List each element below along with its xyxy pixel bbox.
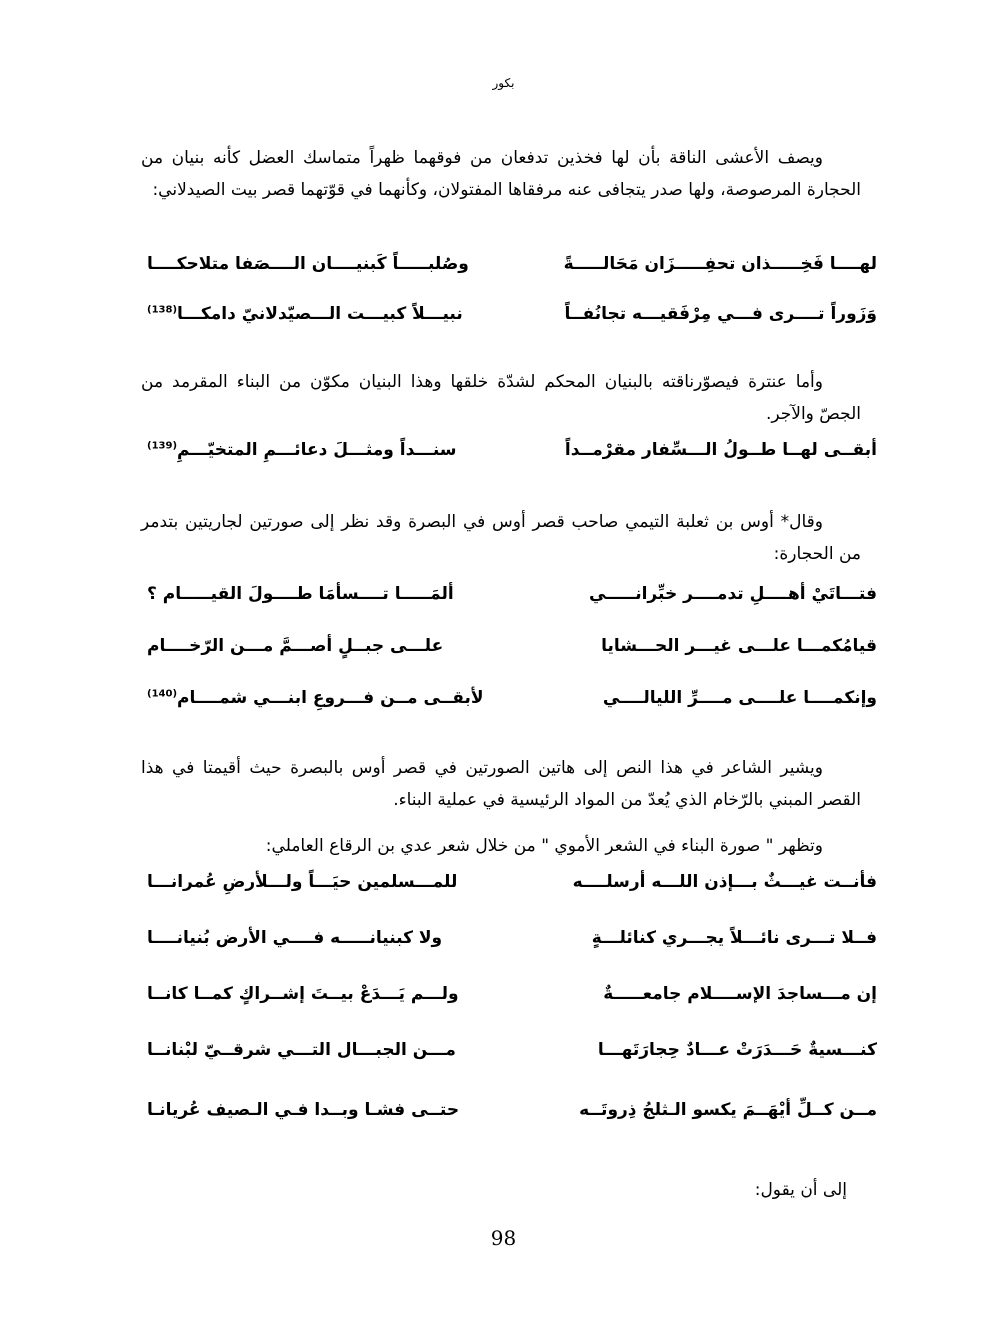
verse-second-hemistich: للمـــسلمين حيَـــاً ولـــلأرضِ عُمرانـــا xyxy=(147,872,458,892)
verse-second-hemistich: حتــى فشـا وبــدا فـي الـصيف عُريانـا xyxy=(147,1100,460,1120)
verse-line xyxy=(147,928,877,958)
paragraph-5: وتظهر " صورة البناء في الشعر الأموي " من خلال شعر عدي بن الرقاع العاملي: xyxy=(265,836,823,856)
verse-second-hemistich: علـــى جبــلٍ أصـــمَّ مـــن الرّخــــام xyxy=(147,636,444,656)
verse-second-hemistich: لأبقــى مــن فـــروعِ ابنـــي شمــــام$^{(140)}$ xyxy=(147,688,484,708)
running-header: بكور xyxy=(492,76,515,90)
verse-line xyxy=(147,254,877,284)
verse-second-hemistich: سنـــداً ومثـــلَ دعائـــمِ المتخيّـــمِ$^{(139)}$ xyxy=(147,440,457,460)
verse-line xyxy=(147,1040,877,1070)
paragraph-2: وأما عنترة فيصوّرناقته بالبنيان المحكم لشدّة خلقها وهذا البنيان مكوّن من البناء المقرمد من الجصّ والآجر. xyxy=(141,372,861,424)
verse-first-hemistich: فــلا تـــرى نائـــلاً يجـــري كنائلـــةٍ xyxy=(591,928,877,948)
verse-second-hemistich: نبيـــلاً كبيـــت الـــصيّدلانيّ دامكـــا$^{(138)}$ xyxy=(147,304,463,324)
verse-first-hemistich: إن مـــساجدَ الإســــلام جامعـــــةٌ xyxy=(603,984,877,1004)
page-number: 98 xyxy=(490,1226,517,1250)
verse-first-hemistich: مــن كــلِّ أيْهَــمَ يكسو الـثلجُ ذِروتَــه xyxy=(579,1100,877,1120)
verse-line xyxy=(147,584,877,614)
verse-second-hemistich: وصُلبـــــاً كَبنيــــان الــــصَفا متلاحكــــا xyxy=(147,254,469,274)
verse-first-hemistich: وإنكمــــا علــــى مــــرِّ الليالــــي xyxy=(602,688,877,708)
verse-first-hemistich: فأنــت غيـــثٌ بـــإذن اللـــه أرسلــــه xyxy=(572,872,877,892)
verse-second-hemistich: ولا كبنيانـــــه فــــي الأرض بُنيانــــا xyxy=(147,928,443,948)
verse-first-hemistich: كنـــسيةٌ حَـــدَرَتْ عـــادٌ حِجارَتَهـــا xyxy=(597,1040,877,1060)
paragraph-4: ويشير الشاعر في هذا النص إلى هاتين الصورتين في قصر أوس بالبصرة حيث أقيمتا في هذا القصر المبني بالرّخام الذي يُعدّ من المواد الرئيسية في عملية البناء. xyxy=(141,758,861,810)
verse-second-hemistich: مـــن الجبـــال التـــي شرقــيّ لبْنانــا xyxy=(147,1040,456,1060)
verse-line xyxy=(147,440,877,470)
paragraph-3: وقال* أوس بن ثعلبة التيمي صاحب قصر أوس في البصرة وقد نظر إلى صورتين لجاريتين بتدمر من الحجارة: xyxy=(141,512,861,564)
paragraph-1: ويصف الأعشى الناقة بأن لها فخذين تدفعان من فوقهما ظهراً متماسك العضل كأنه بنيان من الحجارة المرصوصة، ولها صدر يتجافى عنه مرفقاها المفتولان، وكأنهما في قوّتهما قصر بيت الصيدلاني: xyxy=(141,148,861,200)
closing-line: إلى أن يقول: xyxy=(754,1180,847,1200)
verse-second-hemistich: ألمَـــــا تــــسأمَا طــــولَ القيـــــام ؟ xyxy=(147,584,454,604)
verse-line xyxy=(147,636,877,666)
verse-line xyxy=(147,304,877,334)
footnote-ref: (140) xyxy=(147,688,178,700)
footnote-ref: (139) xyxy=(147,440,178,452)
verse-line xyxy=(147,688,877,718)
verse-first-hemistich: وَزَوراً تــــرى فـــي مِرْفَقيـــه تجانُفــاً xyxy=(564,304,877,324)
verse-first-hemistich: لهــــا فَخِـــــذان تحفِـــــزَان مَحَالـــــةً xyxy=(563,254,877,274)
verse-line xyxy=(147,872,877,902)
verse-first-hemistich: فتـــاتَيْ أهــــلِ تدمــــر خبِّرانـــــي xyxy=(588,584,877,604)
verse-line xyxy=(147,1100,877,1130)
verse-line xyxy=(147,984,877,1014)
footnote-ref: (138) xyxy=(147,304,178,316)
verse-first-hemistich: أبقــى لهــا طــولُ الـــسِّفار مقرْمــداً xyxy=(564,440,877,460)
verse-second-hemistich: ولـــم يَـــدَعْ بيــتَ إشــراكٍ كمــا كانــا xyxy=(147,984,459,1004)
verse-first-hemistich: قيامُكمـــا علـــى غيـــر الحـــشايا xyxy=(601,636,877,656)
